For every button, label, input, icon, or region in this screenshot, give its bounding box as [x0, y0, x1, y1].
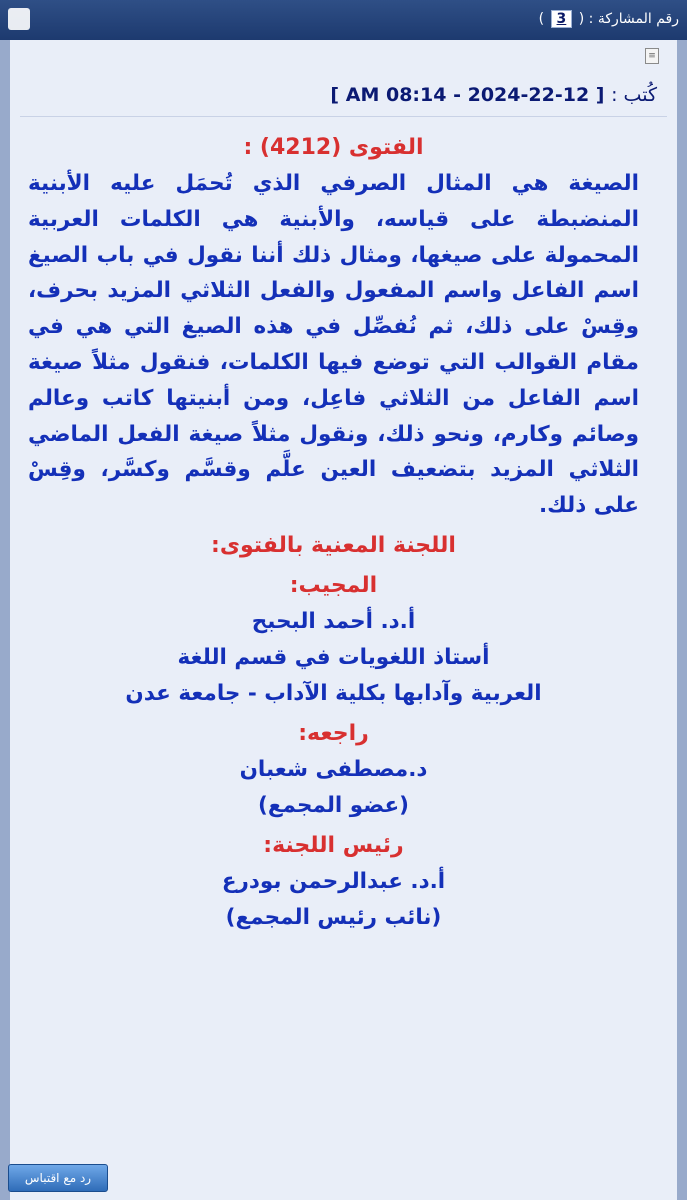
- post-header-bar: [0, 0, 687, 41]
- post-number-close: ): [538, 11, 545, 27]
- fatwa-title: الفتوى (4212) :: [243, 135, 424, 160]
- chair-name: أ.د. عبدالرحمن بودرع: [221, 868, 446, 894]
- reviewer-label: راجعه:: [298, 720, 369, 746]
- post-number-label: رقم المشاركة : (: [578, 11, 679, 27]
- answerer-role-1: أستاذ اللغويات في قسم اللغة: [177, 644, 490, 670]
- post-date: [330, 84, 657, 106]
- post-date-label: كُتب :: [611, 84, 657, 106]
- chair-role: (نائب رئيس المجمع): [225, 904, 442, 930]
- answerer-label: المجيب:: [289, 572, 378, 598]
- post-number-link[interactable]: 3: [551, 10, 573, 28]
- post-date-value: [ 12-22-2024 - 08:14 AM ]: [330, 84, 605, 106]
- reviewer-name: د.مصطفى شعبان: [239, 756, 428, 782]
- divider: [20, 116, 667, 117]
- fatwa-text: الصيغة هي المثال الصرفي الذي تُحمَل عليه الأبنية المنضبطة على قياسه، والأبنية هي الكلمات العربية المحمولة على صيغها، ومثال ذلك أننا نقول في باب الصيغ اسم الفاعل واسم المفعول والفعل الثلاثي المزيد بحرف، وقِسْ على ذلك، ثم نُفصِّل في هذه الصيغ التي هي في مقام القوالب التي توضع فيها الكلمات، فنقول مثلاً صيغة اسم الفاعل من الثلاثي فاعِل، ومن أبنيتها كاتب وعالم وصائم وكارم، ونحو ذلك، ونقول مثلاً صيغة الفعل الماضي الثلاثي المزيد بتضعيف العين علَّم وقسَّم وكسَّر، وقِسْ على ذلك.: [28, 171, 639, 519]
- chair-label: رئيس اللجنة:: [263, 832, 404, 858]
- answerer-name: أ.د. أحمد البحبح: [251, 608, 416, 634]
- post-content: [28, 130, 639, 936]
- document-icon: ≡: [645, 48, 659, 64]
- quote-reply-button[interactable]: رد مع اقتباس: [8, 1164, 108, 1192]
- post-number: [539, 10, 679, 28]
- reviewer-role: (عضو المجمع): [258, 792, 409, 818]
- committee-title: اللجنة المعنية بالفتوى:: [211, 532, 456, 558]
- answerer-role-2: العربية وآدابها بكلية الآداب - جامعة عدن: [125, 680, 542, 706]
- header-corner-icon: [8, 8, 30, 30]
